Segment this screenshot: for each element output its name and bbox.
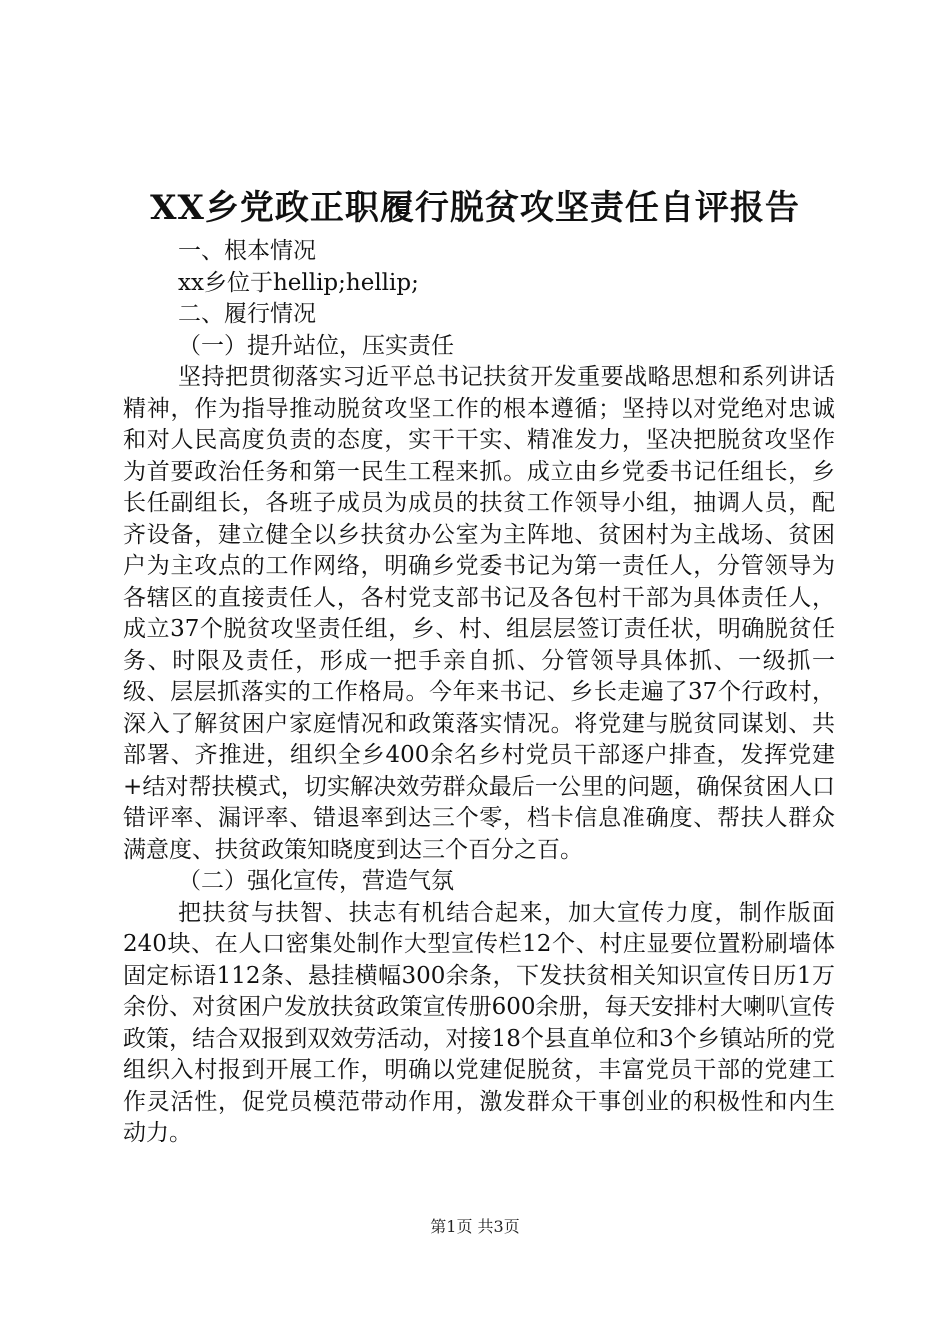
body-paragraph-2: 把扶贫与扶智、扶志有机结合起来，加大宣传力度，制作版面240块、在人口密集处制作大型宣传栏12个、村庄显要位置粉刷墙体固定标语112条、悬挂横幅300余条，下发扶贫相关知识宣传日历1万余份、对贫困户发放扶贫政策宣传册600余册，每天安排村大喇叭宣传政策，结合双报到双效劳活动，对接18个县直单位和3个乡镇站所的党组织入村报到开展工作，明确以党建促脱贫，丰富党员干部的党建工作灵活性，促党员模范带动作用，激发群众干事创业的积极性和内生动力。 xyxy=(123,899,835,1146)
subsection-heading-1: （一）提升站位，压实责任 xyxy=(178,332,454,359)
document-body xyxy=(123,236,835,1150)
page-number: 第1页 共3页 xyxy=(430,1217,520,1236)
section-heading-performance: 二、履行情况 xyxy=(178,301,316,327)
location-line: xx乡位于hellip;hellip; xyxy=(178,269,419,296)
body-paragraph-1: 坚持把贯彻落实习近平总书记扶贫开发重要战略思想和系列讲话精神，作为指导推动脱贫攻坚工作的根本遵循；坚持以对党绝对忠诚和对人民高度负责的态度，实干干实、精准发力，坚决把脱贫攻坚作为首要政治任务和第一民生工程来抓。成立由乡党委书记任组长，乡长任副组长，各班子成员为成员的扶贫工作领导小组，抽调人员，配齐设备，建立健全以乡扶贫办公室为主阵地、贫困村为主战场、贫困户为主攻点的工作网络，明确乡党委书记为第一责任人，分管领导为各辖区的直接责任人，各村党支部书记及各包村干部为具体责任人，成立37个脱贫攻坚责任组，乡、村、组层层签订责任状，明确脱贫任务、时限及责任，形成一把手亲自抓、分管领导具体抓、一级抓一级、层层抓落实的工作格局。今年来书记、乡长走遍了37个行政村，深入了解贫困户家庭情况和政策落实情况。将党建与脱贫同谋划、共部署、齐推进，组织全乡400余名乡村党员干部逐户排查，发挥党建+结对帮扶模式，切实解决效劳群众最后一公里的问题，确保贫困人口错评率、漏评率、错退率到达三个零，档卡信息准确度、帮扶人群众满意度、扶贫政策知晓度到达三个百分之百。 xyxy=(123,364,835,863)
section-heading-basic: 一、根本情况 xyxy=(178,238,316,264)
document-title: XX乡党政正职履行脱贫攻坚责任自评报告 xyxy=(150,188,800,228)
subsection-heading-2: （二）强化宣传，营造气氛 xyxy=(178,868,454,894)
